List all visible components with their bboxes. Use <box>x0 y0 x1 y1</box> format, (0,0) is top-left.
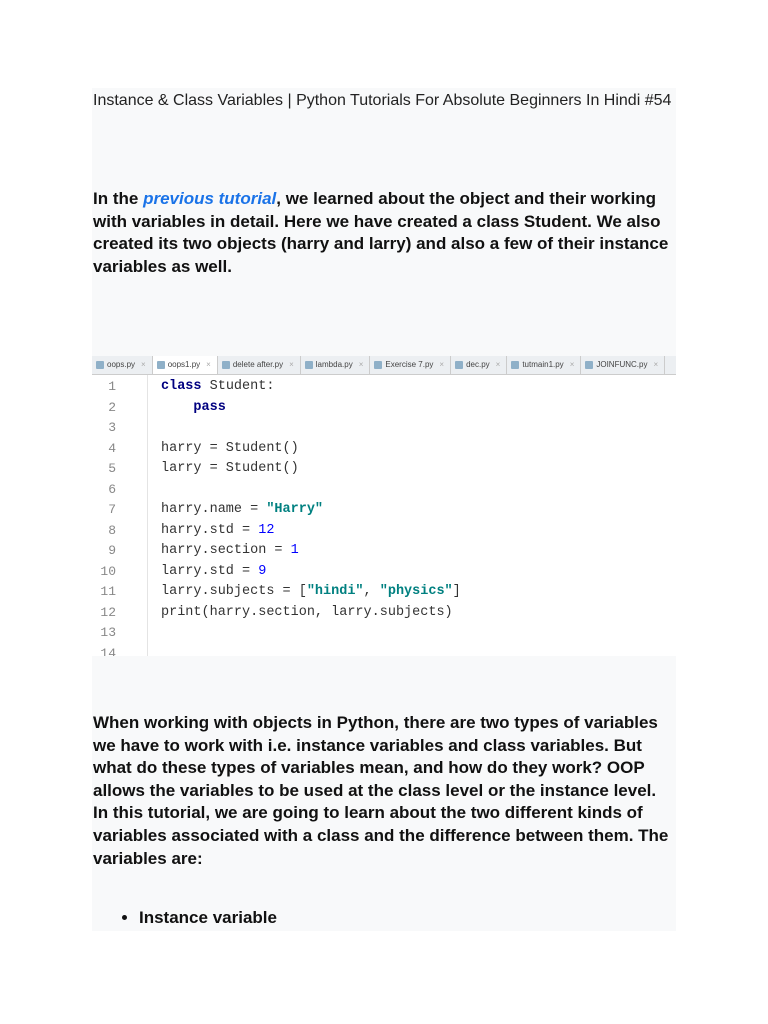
line-number: 6 <box>108 481 116 497</box>
editor-tab[interactable] <box>218 356 301 374</box>
code-line: harry.name = "Harry" <box>161 502 324 517</box>
tab-label: tutmain1.py <box>522 360 564 369</box>
line-number: 12 <box>100 604 116 620</box>
code-line: harry.section = 1 <box>161 543 299 558</box>
code-line: print(harry.section, larry.subjects) <box>161 604 453 620</box>
editor-tab[interactable] <box>153 356 218 374</box>
line-number: 9 <box>108 543 116 558</box>
code-line: class Student: <box>161 379 275 394</box>
close-icon[interactable]: × <box>495 360 501 369</box>
code-line: harry = Student() <box>161 440 299 456</box>
code-line: harry.std = 12 <box>161 522 275 538</box>
line-number: 13 <box>100 625 116 640</box>
tab-label: lambda.py <box>315 360 353 369</box>
intro-text-rest: , we learned about the object and their working with variables in detail. Here we have created a class Student. We also created its two objects (harry and larry) and also a few of their instance variables as well. <box>93 189 669 276</box>
intro-paragraph <box>93 188 673 278</box>
body-paragraph: When working with objects in Python, there are two types of variables we have to work with i.e. instance variables and class variables. But what do these types of variables mean, and how do they work? OOP allows the variables to be used at the class level or the instance level. In this tutorial, we are going to learn about the two different kinds of variables associated with a class and the difference between them. The variables are: <box>93 713 669 868</box>
line-number: 8 <box>108 522 116 538</box>
editor-tab[interactable] <box>92 356 153 374</box>
line-number: 3 <box>108 420 116 435</box>
close-icon[interactable]: × <box>569 360 575 369</box>
close-icon[interactable]: × <box>358 360 364 369</box>
line-number: 7 <box>108 502 116 517</box>
editor-tab[interactable] <box>451 356 507 374</box>
line-number: 14 <box>100 645 116 656</box>
editor-tabs <box>92 356 676 375</box>
article-title: Instance & Class Variables | Python Tutorials For Absolute Beginners In Hindi #54 <box>93 92 672 109</box>
editor-tab[interactable] <box>581 356 665 374</box>
line-number: 5 <box>108 461 116 476</box>
code-line: larry = Student() <box>161 461 299 476</box>
variable-list <box>93 908 277 928</box>
code-screenshot <box>92 356 676 656</box>
tab-label: oops1.py <box>167 360 201 369</box>
python-file-icon <box>157 361 165 369</box>
python-file-icon <box>96 361 104 369</box>
python-file-icon <box>585 361 593 369</box>
code-line: larry.std = 9 <box>161 563 267 579</box>
close-icon[interactable]: × <box>206 360 211 369</box>
editor-tab[interactable] <box>301 356 371 374</box>
code-line: larry.subjects = ["hindi", "physics"] <box>161 584 461 599</box>
intro-text: In the <box>93 189 144 208</box>
python-file-icon <box>305 361 313 369</box>
close-icon[interactable]: × <box>141 360 146 369</box>
python-file-icon <box>222 361 230 369</box>
code-line: pass <box>193 399 226 415</box>
previous-tutorial-link[interactable]: previous tutorial <box>143 189 277 208</box>
line-number: 4 <box>108 440 116 456</box>
close-icon[interactable]: × <box>653 360 659 369</box>
tab-label: JOINFUNC.py <box>596 360 648 369</box>
close-icon[interactable]: × <box>439 360 445 369</box>
tab-label: dec.py <box>466 360 490 369</box>
tab-label: oops.py <box>107 360 136 369</box>
python-file-icon <box>511 361 519 369</box>
editor-tab[interactable] <box>370 356 451 374</box>
line-number: 1 <box>108 379 116 394</box>
tab-label: Exercise 7.py <box>385 360 434 369</box>
line-number: 10 <box>100 563 116 579</box>
editor-tab[interactable] <box>507 356 581 374</box>
line-number: 11 <box>100 584 116 599</box>
close-icon[interactable]: × <box>289 360 294 369</box>
python-file-icon <box>374 361 382 369</box>
tab-label: delete after.py <box>232 360 284 369</box>
python-file-icon <box>455 361 463 369</box>
list-item: • Instance variable <box>139 908 277 928</box>
line-number: 2 <box>108 399 116 415</box>
